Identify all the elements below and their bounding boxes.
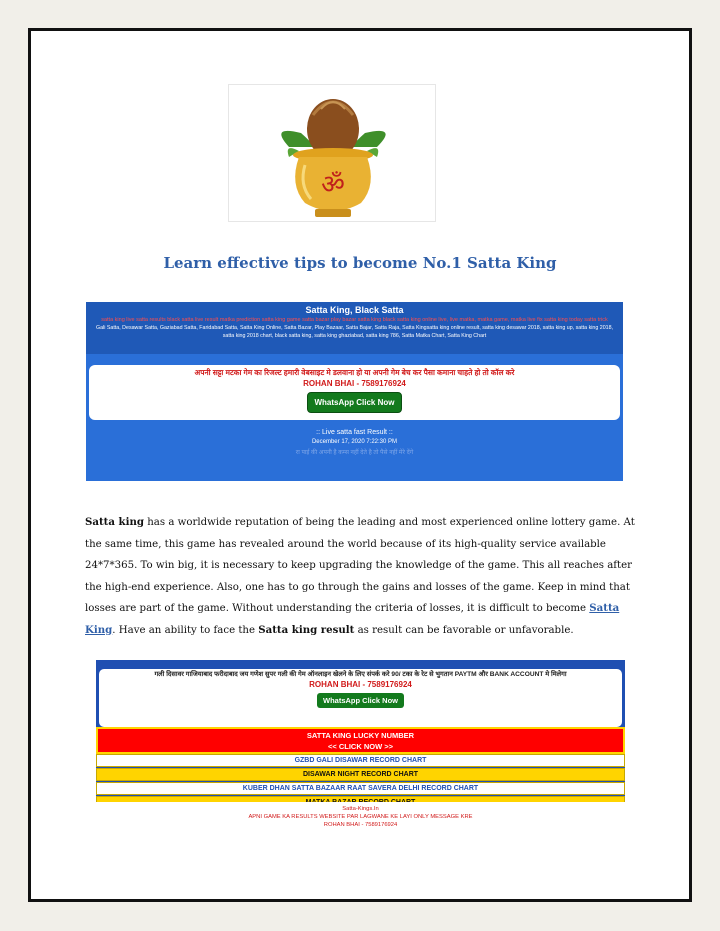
footer-message: APNI GAME KA RESULTS WEBSITE PAR LAGWANE KE LAYI ONLY MESSAGE KRE [248,814,473,820]
contact-hindi-text-2: गली दिसावर गाजियाबाद फरीदाबाद जय गणेश सुपर गली की गेम ऑनलाइन खेलने के लिए संपर्क करे 90/ टका के रेट से भुगतान PAYTM और BANK ACCOUNT मे मिलेगा [154,671,567,678]
live-result-section [86,428,623,459]
article-title: Learn effective tips to become No.1 Satta King [163,254,557,272]
contact-box [89,365,620,420]
record-chart-link[interactable]: DISAWAR NIGHT RECORD CHART [96,768,625,781]
lucky-number-button[interactable] [96,727,625,754]
banner-header [86,302,623,354]
live-result-note: रा पाई की अपनी है कम्स नहीं देते है तो पैसे नहीं मेरे देंगे [295,450,414,456]
svg-text:ॐ: ॐ [321,170,345,200]
banner-title: Satta King, Black Satta [305,305,404,315]
banner-keywords: Gali Satta, Desawar Satta, Gaziabad Satta, Faridabad Satta, Satta King Online, Satta Bazar, Play Bazaar, Satta Bajar, Satta Raja, Satta Kingsatta king online result, satta king desawar 2018, satta king up, satta king 2018, satta king 2018 chart, black satta king, satta king ghaziabad, satta king 786, Satta Matka Chart, Satta King Chart [95,325,614,339]
article-paragraph [85,512,641,641]
banner-red-line: satta king live satta results black satta live result matka prediction satta king game satta bazar play bazar satta king black satta king online live, live matka, matka game, matka live fix satta king today satta trick [101,317,608,323]
contact-box-2 [99,669,622,727]
live-result-title: :: Live satta fast Result :: [316,429,393,436]
footer-site: Satta-Kings.In [342,806,379,812]
lead-bold: Satta king [85,516,144,528]
whatsapp-button[interactable]: WhatsApp Click Now [307,392,401,413]
para-text-1: has a worldwide reputation of being the leading and most experienced online lottery game. At the same time, this game has revealed around the world because of its high-quality service available 24*7*365. To win big, it is necessary to keep upgrading the knowledge of the game. This all reaches after the high-end experience. Also, one has to go through the gains and losses of the game. Keep in mind that losses are part of the game. Without understanding the criteria of losses, it is difficult to become [85,517,635,614]
satta-king-link[interactable]: Satta King [85,602,620,636]
banner-footer [96,802,625,834]
lucky-click: << CLICK NOW >> [327,742,393,751]
kalash-om-logo [228,84,436,222]
record-chart-link[interactable]: KUBER DHAN SATTA BAZAAR RAAT SAVERA DELHI RECORD CHART [96,782,625,795]
satta-banner-top [86,302,623,481]
whatsapp-button-2[interactable]: WhatsApp Click Now [317,693,404,708]
lucky-title: SATTA KING LUCKY NUMBER [306,731,415,740]
para-text-2: . Have an ability to face the [112,624,259,636]
footer-phone: ROHAN BHAI - 7589176924 [323,822,398,828]
para-text-3: as result can be favorable or unfavorable. [354,624,574,636]
contact-phone: ROHAN BHAI - 7589176924 [303,379,406,388]
contact-hindi-text: अपनी सट्टा मटका गेम का रिजल्ट हमारी वेबसाइट मे डलवाना हो या अपनी गेम बेच कर पैसा कमाना चाहते हो तो कॉल करे [194,368,515,377]
live-result-date: December 17, 2020 7:22:30 PM [311,439,398,445]
bold-result: Satta king result [258,623,355,636]
contact-phone-2: ROHAN BHAI - 7589176924 [309,680,412,689]
record-chart-link[interactable]: GZBD GALI DISAWAR RECORD CHART [96,754,625,767]
